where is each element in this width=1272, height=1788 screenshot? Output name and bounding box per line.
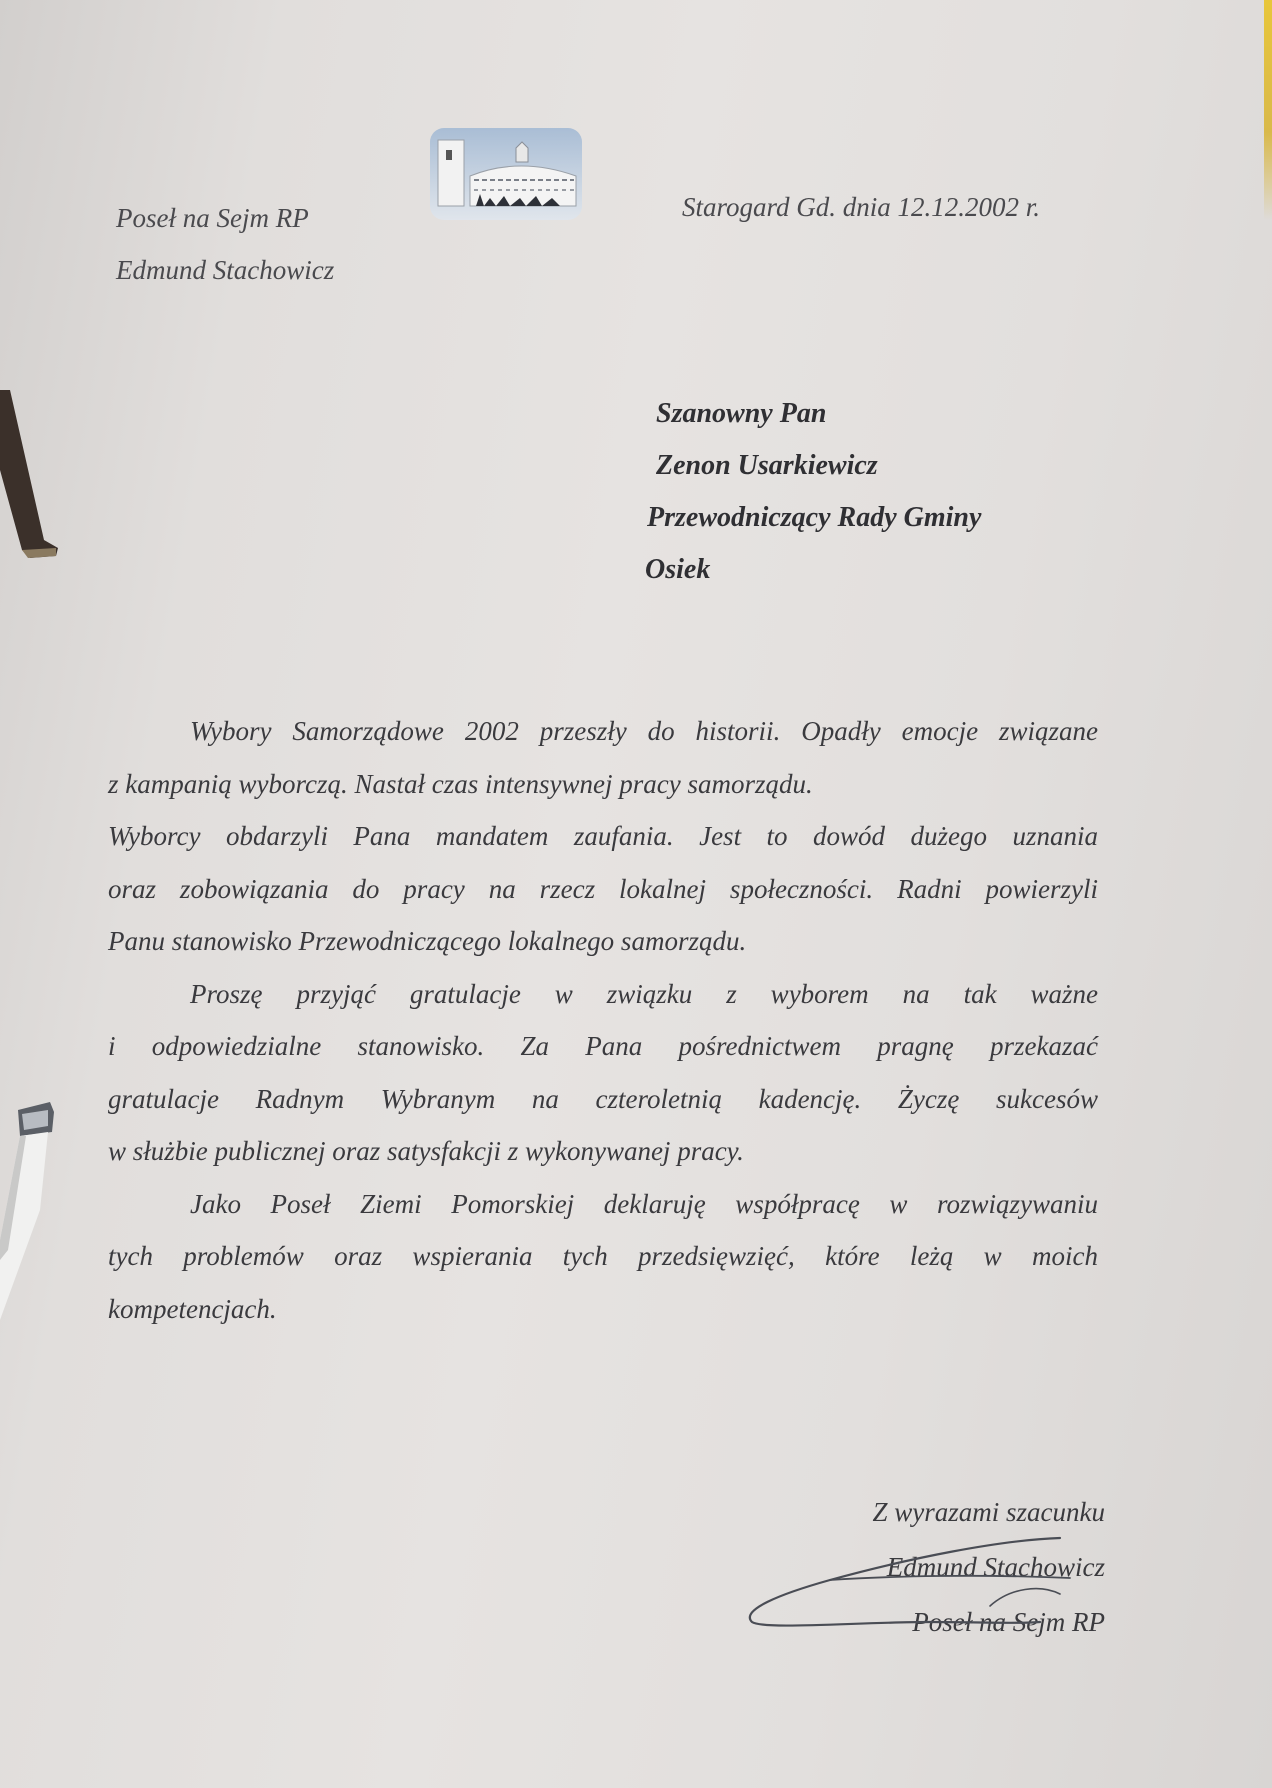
sender-title: Poseł na Sejm RP: [116, 203, 309, 233]
body-line: Panu stanowisko Przewodniczącego lokalnego samorządu.: [108, 926, 747, 956]
handwritten-signature: [740, 1518, 1120, 1638]
letter-date: Starogard Gd. dnia 12.12.2002 r.: [682, 192, 1041, 222]
body-line: Jako Poseł Ziemi Pomorskiej deklaruję współpracę w rozwiązywaniu: [190, 1188, 1098, 1219]
body-line: Wybory Samorządowe 2002 przeszły do historii. Opadły emocje związane: [190, 716, 1098, 746]
letter-body: [108, 705, 1098, 1335]
body-line: oraz zobowiązania do pracy na rzecz lokalnej społeczności. Radni powierzyli: [108, 873, 1098, 904]
body-line: z kampanią wyborczą. Nastał czas intensywnej pracy samorządu.: [108, 768, 813, 799]
recipient-name: Zenon Usarkiewicz: [656, 450, 878, 481]
body-line: Wyborcy obdarzyli Pana mandatem zaufania. Jest to dowód dużego uznania: [108, 821, 1098, 851]
closing-regards: Z wyrazami szacunku: [872, 1497, 1105, 1527]
closing-title: Poseł na Sejm RP: [912, 1607, 1105, 1637]
binder-clip-top: [0, 390, 60, 630]
recipient-place: Osiek: [645, 554, 711, 585]
body-line: tych problemów oraz wspierania tych przedsięwzięć, które leżą w moich: [108, 1241, 1098, 1271]
body-line: kompetencjach.: [108, 1293, 277, 1324]
body-line: Proszę przyjąć gratulacje w związku z wyborem na tak ważne: [190, 978, 1098, 1009]
background-yellow-edge: [1264, 0, 1272, 220]
binder-clip-bottom: [0, 1090, 60, 1320]
recipient-position: Przewodniczący Rady Gminy: [647, 502, 982, 533]
recipient-salutation: Szanowny Pan: [656, 398, 827, 429]
body-line: gratulacje Radnym Wybranym na czteroletnią kadencję. Życzę sukcesów: [108, 1083, 1098, 1114]
sejm-building-logo: [430, 128, 582, 220]
body-line: w służbie publicznej oraz satysfakcji z wykonywanej pracy.: [108, 1136, 744, 1166]
body-line: i odpowiedzialne stanowisko. Za Pana pośrednictwem pragnę przekazać: [108, 1031, 1098, 1061]
sender-name: Edmund Stachowicz: [116, 255, 335, 285]
sender-block: [116, 192, 334, 296]
closing-name: Edmund Stachowicz: [886, 1552, 1105, 1582]
